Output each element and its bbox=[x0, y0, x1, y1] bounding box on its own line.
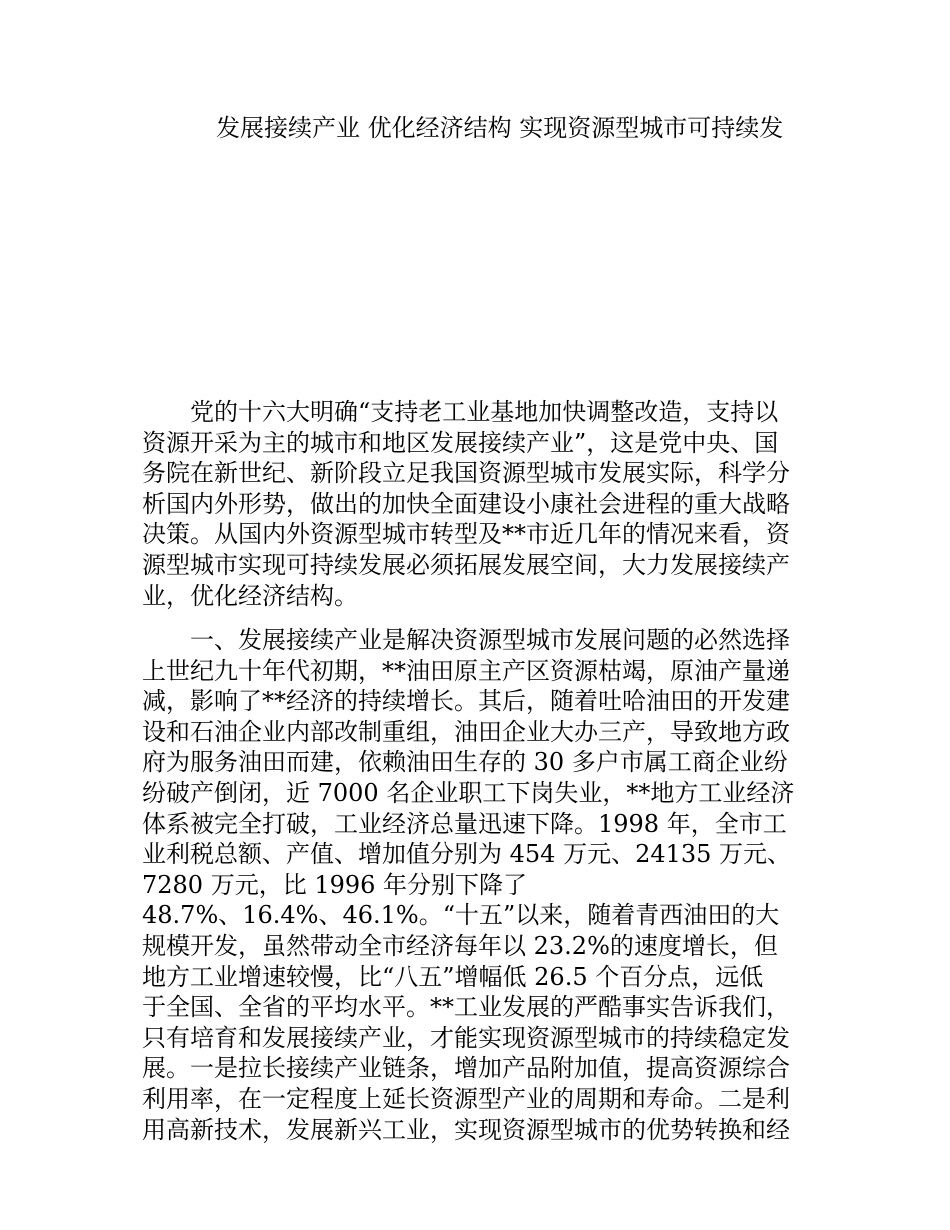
paragraph-section-one bbox=[142, 625, 817, 1145]
paragraph-line: 设和石油企业内部改制重组，油田企业大办三产，导致地方政 bbox=[142, 717, 790, 746]
paragraph-line: 只有培育和发展接续产业，才能实现资源型城市的持续稳定发 bbox=[142, 1023, 790, 1052]
section-heading-line: 一、发展接续产业是解决资源型城市发展问题的必然选择 bbox=[190, 626, 790, 654]
paragraph-intro bbox=[142, 397, 817, 611]
paragraph-line: 展。一是拉长接续产业链条，增加产品附加值，提高资源综合 bbox=[142, 1054, 790, 1083]
document-title: 发展接续产业 优化经济结构 实现资源型城市可持续发 bbox=[216, 114, 784, 142]
paragraph-line: 48.7%、16.4%、46.1%。“十五”以来，随着青西油田的大 bbox=[142, 901, 780, 930]
paragraph-line: 地方工业增速较慢，比“八五”增幅低 26.5 个百分点，远低 bbox=[142, 962, 764, 991]
paragraph-line: 上世纪九十年代初期，**油田原主产区资源枯竭，原油产量递 bbox=[142, 656, 790, 685]
paragraph-line: 决策。从国内外资源型城市转型及**市近几年的情况来看，资 bbox=[142, 520, 790, 549]
paragraph-line: 务院在新世纪、新阶段立足我国资源型城市发展实际，科学分 bbox=[142, 459, 790, 488]
paragraph-line: 规模开发，虽然带动全市经济每年以 23.2%的速度增长，但 bbox=[142, 931, 778, 960]
paragraph-line: 业利税总额、产值、增加值分别为 454 万元、24135 万元、 bbox=[142, 840, 792, 869]
paragraph-line: 减，影响了**经济的持续增长。其后，随着吐哈油田的开发建 bbox=[142, 687, 790, 716]
paragraph-line: 利用率，在一定程度上延长资源型产业的周期和寿命。二是利 bbox=[142, 1084, 790, 1113]
paragraph-line: 业，优化经济结构。 bbox=[142, 581, 358, 610]
paragraph-line: 纷破产倒闭，近 7000 名企业职工下岗失业，**地方工业经济 bbox=[142, 778, 795, 807]
paragraph-line: 体系被完全打破，工业经济总量迅速下降。1998 年，全市工 bbox=[142, 809, 787, 838]
paragraph-line: 源型城市实现可持续发展必须拓展发展空间，大力发展接续产 bbox=[142, 550, 790, 579]
paragraph-line: 7280 万元，比 1996 年分别下降了 bbox=[142, 870, 528, 899]
paragraph-line: 于全国、全省的平均水平。**工业发展的严酷事实告诉我们， bbox=[142, 993, 790, 1022]
paragraph-line: 用高新技术，发展新兴工业，实现资源型城市的优势转换和经 bbox=[142, 1115, 790, 1144]
paragraph-line: 党的十六大明确“支持老工业基地加快调整改造，支持以 bbox=[190, 398, 779, 426]
paragraph-line: 资源开采为主的城市和地区发展接续产业”，这是党中央、国 bbox=[142, 428, 779, 457]
paragraph-line: 府为服务油田而建，依赖油田生存的 30 多户市属工商企业纷 bbox=[142, 748, 788, 777]
paragraph-line: 析国内外形势，做出的加快全面建设小康社会进程的重大战略 bbox=[142, 489, 790, 518]
